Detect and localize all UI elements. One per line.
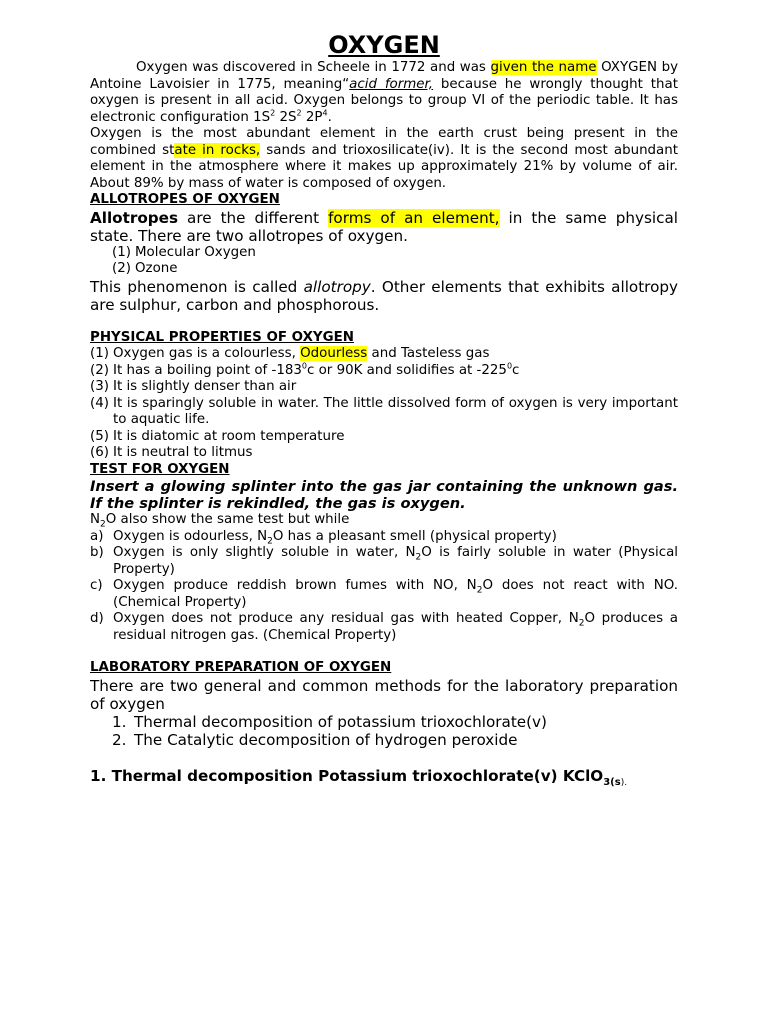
list-item	[112, 245, 678, 262]
text-run: because he wrongly thought that oxygen is present in all acid. Oxygen belongs to group VI of the periodic table. It has electronic configuration 1S	[90, 76, 678, 125]
list-text: Ozone	[135, 261, 178, 276]
emphasis: acid former,	[349, 76, 434, 92]
list-text: It is slightly denser than air	[113, 379, 297, 394]
superscript: 4	[322, 108, 328, 118]
allotropy-paragraph	[90, 278, 678, 314]
spacer	[90, 749, 678, 767]
highlight: forms of an element,	[328, 208, 500, 227]
superscript: 0	[301, 361, 307, 371]
text-run: It has a boiling point of -183	[113, 362, 302, 378]
list-item	[90, 578, 678, 611]
list-item	[90, 363, 678, 380]
subscript: 2	[100, 519, 106, 530]
subscript: ).	[620, 777, 628, 788]
allotropes-list	[90, 245, 678, 278]
text-run: O produces a residual nitrogen gas. (Chemical Property)	[113, 611, 678, 643]
list-text: The Catalytic decomposition of hydrogen peroxide	[134, 730, 518, 749]
list-marker: (4)	[90, 395, 109, 411]
list-marker: 1.	[112, 712, 127, 731]
subscript: 2	[267, 536, 273, 547]
superscript: 2	[296, 108, 302, 118]
list-item	[90, 445, 678, 462]
intro-paragraph-2	[90, 126, 678, 192]
lab-methods-list	[90, 713, 678, 749]
list-text: It is neutral to litmus	[113, 445, 253, 460]
text-run: Oxygen produce reddish brown fumes with NO, N	[113, 578, 477, 593]
list-text: Thermal decomposition of potassium trioxochlorate(v)	[134, 712, 547, 731]
list-item	[112, 731, 678, 749]
lab-preparation-heading: LABORATORY PREPARATION OF OXYGEN	[90, 660, 392, 675]
list-marker: d)	[90, 611, 104, 626]
lab-intro: There are two general and common methods for the laboratory preparation of oxygen	[90, 676, 678, 713]
spacer	[90, 644, 678, 660]
subscript: 2	[476, 585, 483, 596]
list-text	[113, 346, 678, 363]
list-marker: b)	[90, 545, 104, 560]
intro-paragraph-1	[90, 60, 678, 126]
text-run: Oxygen does not produce any residual gas with heated Copper, N	[113, 611, 579, 626]
subscript: 3(s	[603, 776, 621, 788]
list-marker: (2)	[112, 261, 131, 276]
list-item	[90, 545, 678, 578]
highlight: given the name	[490, 60, 597, 75]
list-item	[90, 529, 678, 546]
subscript: 2	[578, 618, 585, 629]
comparison-list	[90, 529, 678, 645]
allotropes-heading: ALLOTROPES OF OXYGEN	[90, 192, 280, 207]
text-run: Oxygen gas is a colourless,	[113, 346, 301, 361]
emphasis: allotropy	[303, 277, 371, 296]
highlight: Odourless	[300, 346, 368, 361]
text-run: 2P	[301, 109, 323, 125]
text-run: c	[512, 362, 520, 378]
text-run: are the different	[178, 208, 329, 227]
list-text: It is sparingly soluble in water. The little dissolved form of oxygen is very important to aquatic life.	[113, 395, 678, 427]
bold-term: Allotropes	[90, 208, 178, 227]
list-marker: c)	[90, 578, 103, 593]
text-run: 2S	[275, 109, 297, 125]
list-marker: (3)	[90, 379, 109, 394]
list-text	[113, 611, 678, 644]
n2o-note	[90, 512, 678, 529]
list-marker: a)	[90, 528, 104, 544]
superscript: 2	[270, 108, 276, 118]
list-item	[112, 713, 678, 731]
list-item	[90, 379, 678, 396]
list-item	[90, 346, 678, 363]
text-run: c or 90K and solidifies at -225	[307, 362, 507, 378]
text-run: .	[327, 109, 332, 125]
text-run: N	[90, 512, 101, 527]
test-statement: Insert a glowing splinter into the gas jar containing the unknown gas. If the splinter is rekindled, the gas is oxygen.	[90, 478, 678, 512]
text-run: . Other elements that exhibits allotropy are sulphur, carbon and phosphorous.	[90, 277, 678, 314]
text-run: O also show the same test but while	[105, 512, 350, 527]
list-item	[90, 396, 678, 429]
page-title: OXYGEN	[328, 31, 440, 59]
list-item	[90, 429, 678, 446]
text-run: in the same physical state. There are two allotropes of oxygen.	[90, 208, 678, 245]
list-text	[113, 363, 678, 380]
spacer	[90, 314, 678, 330]
list-text	[113, 578, 678, 611]
text-run: O is fairly soluble in water (Physical Property)	[113, 545, 678, 577]
list-marker: (2)	[90, 362, 109, 378]
text-run: 1. Thermal decomposition Potassium trioxochlorate(v) KClO	[90, 766, 604, 785]
method-1-heading	[90, 766, 678, 788]
list-text: Molecular Oxygen	[135, 244, 256, 260]
document-page	[90, 30, 679, 788]
text-run: sands and trioxosilicate(iv). It is the second most abundant element in the atmosphere where it makes up approximately 21% by volume of air. About 89% by mass of water is composed of oxygen.	[90, 142, 678, 191]
list-item	[112, 261, 678, 278]
allotropes-definition	[90, 209, 678, 245]
subscript: 2	[415, 552, 422, 563]
list-marker: (5)	[90, 428, 109, 444]
physical-properties-list	[90, 346, 678, 462]
text-run: Oxygen is only slightly soluble in water, N	[113, 545, 416, 560]
text-run: OXYGEN by Antoine Lavoisier in 1775, meaning“	[90, 60, 678, 92]
highlight: ate in rocks,	[174, 142, 261, 158]
text-run: and Tasteless gas	[367, 346, 490, 361]
list-marker: (6)	[90, 445, 109, 460]
list-text	[113, 529, 678, 546]
list-text	[113, 545, 678, 578]
list-marker: 2.	[112, 730, 127, 749]
test-heading: TEST FOR OXYGEN	[90, 461, 230, 477]
text-run: O has a pleasant smell (physical property)	[272, 528, 557, 544]
text-run: Oxygen is the most abundant element in the earth crust being present in the combined st	[90, 126, 678, 158]
text-run: This phenomenon is called	[90, 277, 304, 296]
list-marker: (1)	[90, 346, 109, 361]
superscript: 0	[506, 361, 513, 371]
text-run: Oxygen is odourless, N	[113, 528, 268, 544]
list-text: It is diatomic at room temperature	[113, 428, 345, 444]
list-item	[90, 611, 678, 644]
text-run: Oxygen was discovered in Scheele in 1772 and was	[136, 60, 491, 75]
list-marker: (1)	[112, 244, 131, 260]
physical-properties-heading: PHYSICAL PROPERTIES OF OXYGEN	[90, 329, 354, 345]
text-run: O does not react with NO. (Chemical Property)	[113, 578, 679, 610]
